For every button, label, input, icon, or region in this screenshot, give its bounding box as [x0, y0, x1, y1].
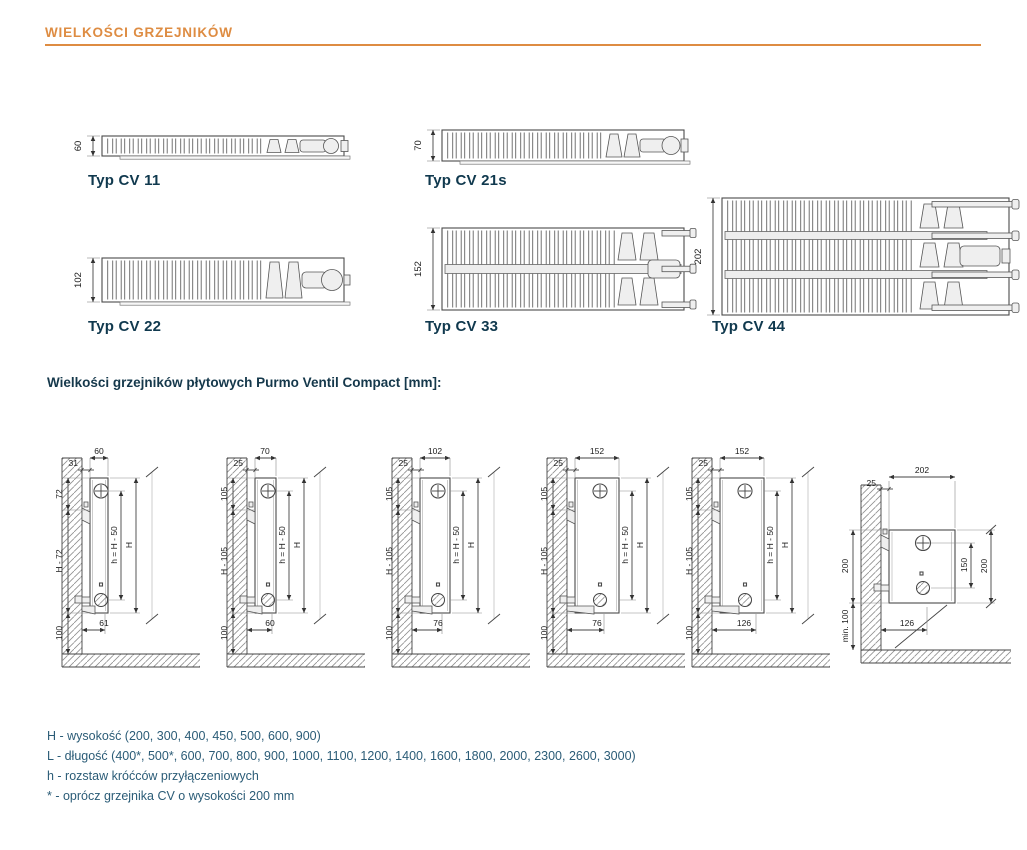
dim-wall-offset: 25 — [698, 458, 708, 468]
dim-pipe-spacing: h = H - 50 — [451, 526, 461, 564]
cv22-height-dim: 102 — [73, 272, 84, 288]
dim-wall-offset: 25 — [233, 458, 243, 468]
dim-height: H — [292, 541, 302, 549]
dim-height: H — [780, 541, 790, 549]
dim-pipe-spacing: h = H - 50 — [765, 526, 775, 564]
legend-line-L: L - długość (400*, 500*, 600, 700, 800, 900, 1000, 1100, 1200, 1400, 1600, 1800, 2000, 2300, 2600, 3000) — [47, 749, 636, 763]
section-title: Wielkości grzejników płytowych Purmo Ventil Compact [mm]: — [47, 375, 442, 390]
dim-lower: 100 — [384, 625, 394, 641]
dim-bottom-depth: 76 — [433, 618, 443, 628]
dim-depth: 102 — [427, 446, 443, 456]
dim-upper: 105 — [539, 486, 549, 502]
legend-line-h: h - rozstaw króćców przyłączeniowych — [47, 769, 259, 783]
dim-upper: 105 — [384, 486, 394, 502]
dim-middle: H - 105 — [539, 547, 549, 575]
cv11-type-label: Typ CV 11 — [88, 172, 161, 189]
dim-wall-offset: 31 — [68, 458, 78, 468]
dim-lower: 100 — [54, 625, 64, 641]
dim-pipe-spacing: h = H - 50 — [277, 526, 287, 564]
legend-line-asterisk: * - oprócz grzejnika CV o wysokości 200 mm — [47, 789, 295, 803]
legend — [47, 729, 636, 809]
detail-dim-wall-offset: 25 — [866, 478, 876, 488]
dim-depth: 60 — [94, 446, 104, 456]
side-view-cv44 — [678, 428, 843, 673]
dim-lower: 100 — [539, 625, 549, 641]
dim-middle: H - 105 — [384, 547, 394, 575]
cv44-type-label: Typ CV 44 — [712, 318, 786, 335]
dim-middle: H - 105 — [219, 547, 229, 575]
dim-depth: 70 — [260, 446, 270, 456]
cv33-height-dim: 152 — [413, 261, 424, 277]
dim-bottom-depth: 126 — [736, 618, 752, 628]
side-view-cv21s — [213, 428, 378, 673]
detail-dim-height-left: 200 — [840, 558, 850, 574]
cv33-type-label: Typ CV 33 — [425, 318, 499, 335]
dim-middle: H - 105 — [684, 547, 694, 575]
detail-dim-bottom-depth: 126 — [899, 618, 915, 628]
side-view-cv11 — [48, 428, 213, 673]
dim-pipe-spacing: h = H - 50 — [109, 526, 119, 564]
dim-lower: 100 — [684, 625, 694, 641]
dim-wall-offset: 25 — [398, 458, 408, 468]
dim-depth: 152 — [734, 446, 750, 456]
page-title: WIELKOŚCI GRZEJNIKÓW — [45, 25, 233, 40]
cv22-type-label: Typ CV 22 — [88, 318, 162, 335]
dim-upper: 105 — [684, 486, 694, 502]
cv44-height-dim: 202 — [693, 248, 704, 265]
detail-dim-min-clearance: min. 100 — [840, 609, 850, 643]
detail-dim-height-right: 200 — [979, 558, 989, 574]
cv44-cross-section-diagram — [692, 192, 1027, 324]
dim-middle: H - 72 — [54, 549, 64, 573]
dim-bottom-depth: 60 — [265, 618, 275, 628]
dim-depth: 152 — [589, 446, 605, 456]
dim-height: H — [635, 541, 645, 549]
dim-upper: 72 — [54, 489, 64, 499]
cv11-cross-section-diagram — [72, 130, 362, 172]
header-divider — [45, 44, 981, 46]
legend-line-H: H - wysokość (200, 300, 400, 450, 500, 600, 900) — [47, 729, 321, 743]
cv33-cross-section-diagram — [412, 222, 702, 318]
detail-view-cv44-h200 — [840, 455, 1023, 690]
cv21s-type-label: Typ CV 21s — [425, 172, 507, 189]
dim-wall-offset: 25 — [553, 458, 563, 468]
dim-lower: 100 — [219, 625, 229, 641]
cv22-cross-section-diagram — [72, 252, 362, 310]
cv21s-height-dim: 70 — [413, 140, 424, 151]
detail-dim-depth: 202 — [914, 465, 930, 475]
dim-height: H — [124, 541, 134, 549]
dim-upper: 105 — [219, 486, 229, 502]
side-view-cv33 — [533, 428, 698, 673]
cv11-height-dim: 60 — [73, 140, 84, 152]
dim-bottom-depth: 76 — [592, 618, 602, 628]
side-view-cv22 — [378, 428, 543, 673]
dim-pipe-spacing: h = H - 50 — [620, 526, 630, 564]
cv21s-cross-section-diagram — [412, 124, 702, 172]
dim-bottom-depth: 61 — [99, 618, 109, 628]
detail-dim-pipe-spacing: 150 — [959, 557, 969, 573]
dim-height: H — [466, 541, 476, 549]
